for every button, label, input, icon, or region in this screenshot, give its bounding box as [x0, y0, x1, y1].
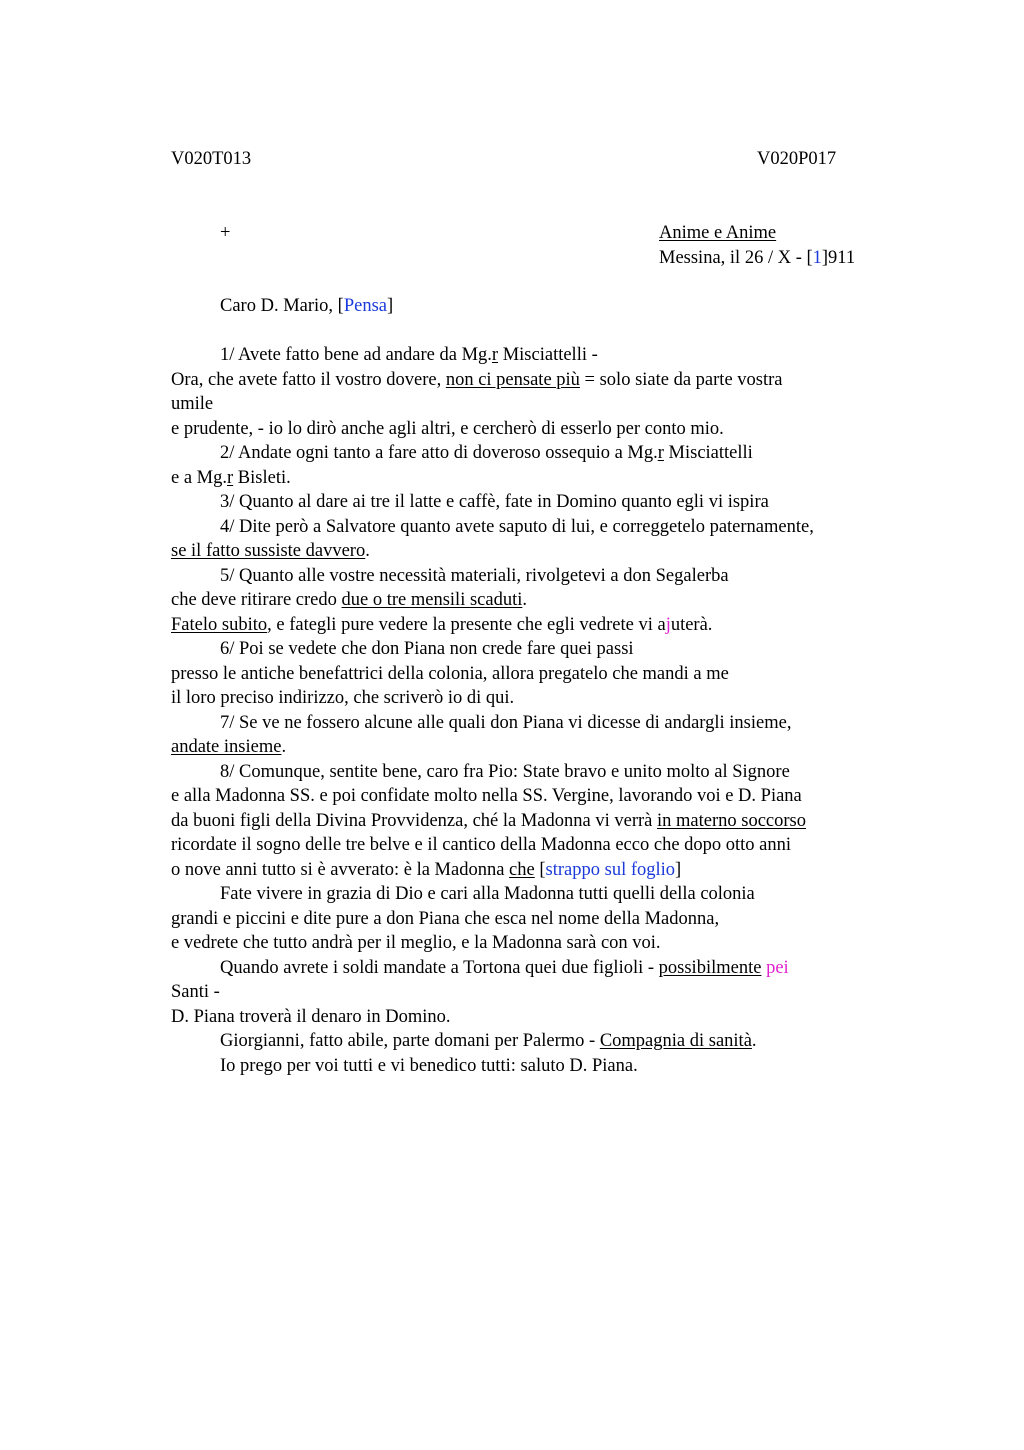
letter-line [171, 686, 814, 711]
line-text: Ora, che avete fatto il vostro dovere, [171, 369, 446, 390]
letter-line [171, 1029, 814, 1054]
document-code-left: V020T013 [171, 149, 252, 169]
letter-line [171, 662, 814, 687]
letter-line [171, 858, 814, 883]
underlined-text: se il fatto sussiste davvero [171, 541, 366, 561]
letter-line [171, 956, 814, 981]
greeting-editorial-name: Pensa [343, 296, 387, 316]
line-text: che deve ritirare credo [171, 590, 342, 610]
line-text: il loro preciso indirizzo, che scriverò io di qui. [171, 688, 515, 708]
letter-line [171, 392, 814, 417]
underlined-text: r [657, 443, 664, 463]
colored-text: j [665, 614, 671, 635]
line-text: 2/ Andate ogni tanto a fare atto di doveroso ossequio a Mg. [220, 443, 658, 463]
underlined-text: Fatelo subito [171, 614, 268, 635]
letter-line [171, 833, 814, 858]
underlined-text: in materno soccorso [657, 810, 806, 831]
line-text: [ [534, 859, 546, 880]
line-text: Io prego per voi tutti e vi benedico tutti: saluto D. Piana. [220, 1055, 638, 1076]
line-text: . [281, 737, 287, 757]
greeting: Caro D. Mario, [Pensa] [220, 296, 394, 316]
line-text: e prudente, - io lo dirò anche agli altri, e cercherò di esserlo per conto mio. [171, 418, 724, 439]
line-text: 1/ Avete fatto bene ad andare da Mg. [220, 345, 492, 365]
letter-line [171, 637, 814, 662]
letter-line [171, 343, 814, 368]
underlined-text: che [509, 859, 535, 880]
letter-line [171, 1054, 814, 1079]
line-text: Fate vivere in grazia di Dio e cari alla Madonna tutti quelli della colonia [220, 884, 755, 904]
line-text: da buoni figli della Divina Provvidenza, ché la Madonna vi verrà [171, 810, 657, 831]
letter-line [171, 417, 814, 442]
line-text: uterà. [670, 614, 713, 635]
colored-text: pei [766, 957, 789, 978]
line-text: ] [675, 859, 682, 880]
line-text: Misciattelli [663, 443, 753, 463]
date-editorial-insert: 1 [812, 247, 822, 268]
letter-line [171, 907, 814, 932]
line-text: 4/ Dite però a Salvatore quanto avete saputo di lui, e correggetelo paternamente, [220, 516, 814, 537]
line-text: Bisleti. [233, 467, 291, 488]
document-code-right: V020P017 [757, 149, 837, 169]
line-text: Santi - [171, 982, 220, 1002]
letter-title: Anime e Anime [659, 223, 777, 243]
colored-text: strappo sul foglio [545, 859, 676, 880]
line-text: umile [171, 394, 214, 414]
line-text: 3/ Quanto al dare ai tre il latte e caffè, fate in Domino quanto egli vi ispira [220, 492, 769, 512]
line-text: o nove anni tutto si è avverato: è la Madonna [171, 859, 510, 880]
letter-date: Messina, il 26 / X - [1]911 [659, 247, 856, 268]
line-text: presso le antiche benefattrici della colonia, allora pregatelo che mandi a me [171, 663, 729, 684]
letter-line [171, 466, 814, 491]
letter-line [171, 735, 814, 760]
letter-line [171, 515, 814, 540]
line-text: Misciattelli - [498, 345, 598, 365]
line-text: 6/ Poi se vedete che don Piana non crede fare quei passi [220, 639, 634, 659]
line-text: 8/ Comunque, sentite bene, caro fra Pio: State bravo e unito molto al Signore [220, 761, 790, 782]
letter-body [171, 343, 814, 1078]
letter-line [171, 539, 814, 564]
letter-line [171, 1005, 814, 1030]
line-text: . [365, 541, 370, 561]
line-text: 7/ Se ve ne fossero alcune alle quali don Piana vi dicesse di andargli insieme, [220, 712, 792, 733]
line-text: 5/ Quanto alle vostre necessità materiali, rivolgetevi a don Segalerba [220, 565, 729, 586]
underlined-text: due o tre mensili scaduti [341, 590, 523, 610]
letter-line [171, 490, 814, 515]
letter-line [171, 368, 814, 393]
letter-line [171, 564, 814, 589]
underlined-text: r [491, 345, 499, 365]
line-text: = solo siate da parte vostra [579, 369, 783, 390]
line-text: e alla Madonna SS. e poi confidate molto nella SS. Vergine, lavorando voi e D. Piana [171, 786, 802, 806]
cross-mark: + [220, 223, 231, 243]
letter-line [171, 711, 814, 736]
line-text: grandi e piccini e dite pure a don Piana che esca nel nome della Madonna, [171, 908, 720, 929]
underlined-text: andate insieme [171, 737, 282, 757]
letter-line [171, 931, 814, 956]
line-text: Quando avrete i soldi mandate a Tortona quei due figlioli - [220, 957, 659, 978]
line-text: . [751, 1031, 757, 1051]
line-text: e a Mg. [171, 467, 227, 488]
letter-line [171, 784, 814, 809]
line-text: , e fategli pure vedere la presente che egli vedrete vi a [267, 614, 666, 635]
line-text: D. Piana troverà il denaro in Domino. [171, 1006, 451, 1027]
line-text: e vedrete che tutto andrà per il meglio, e la Madonna sarà con voi. [171, 933, 661, 953]
underlined-text: non ci pensate più [445, 369, 580, 390]
line-text: . [522, 590, 527, 610]
letter-line [171, 613, 814, 638]
letter-line [171, 882, 814, 907]
letter-line [171, 809, 814, 834]
letter-line [171, 441, 814, 466]
underlined-text: r [227, 467, 234, 488]
underlined-text: possibilmente [658, 957, 762, 978]
letter-heading [659, 221, 855, 270]
letter-line [171, 588, 814, 613]
line-text: ricordate il sogno delle tre belve e il cantico della Madonna ecco che dopo otto anni [171, 835, 792, 855]
letter-line [171, 980, 814, 1005]
letter-line [171, 760, 814, 785]
underlined-text: Compagnia di sanità [599, 1031, 752, 1051]
line-text: Giorgianni, fatto abile, parte domani per Palermo - [220, 1031, 600, 1051]
